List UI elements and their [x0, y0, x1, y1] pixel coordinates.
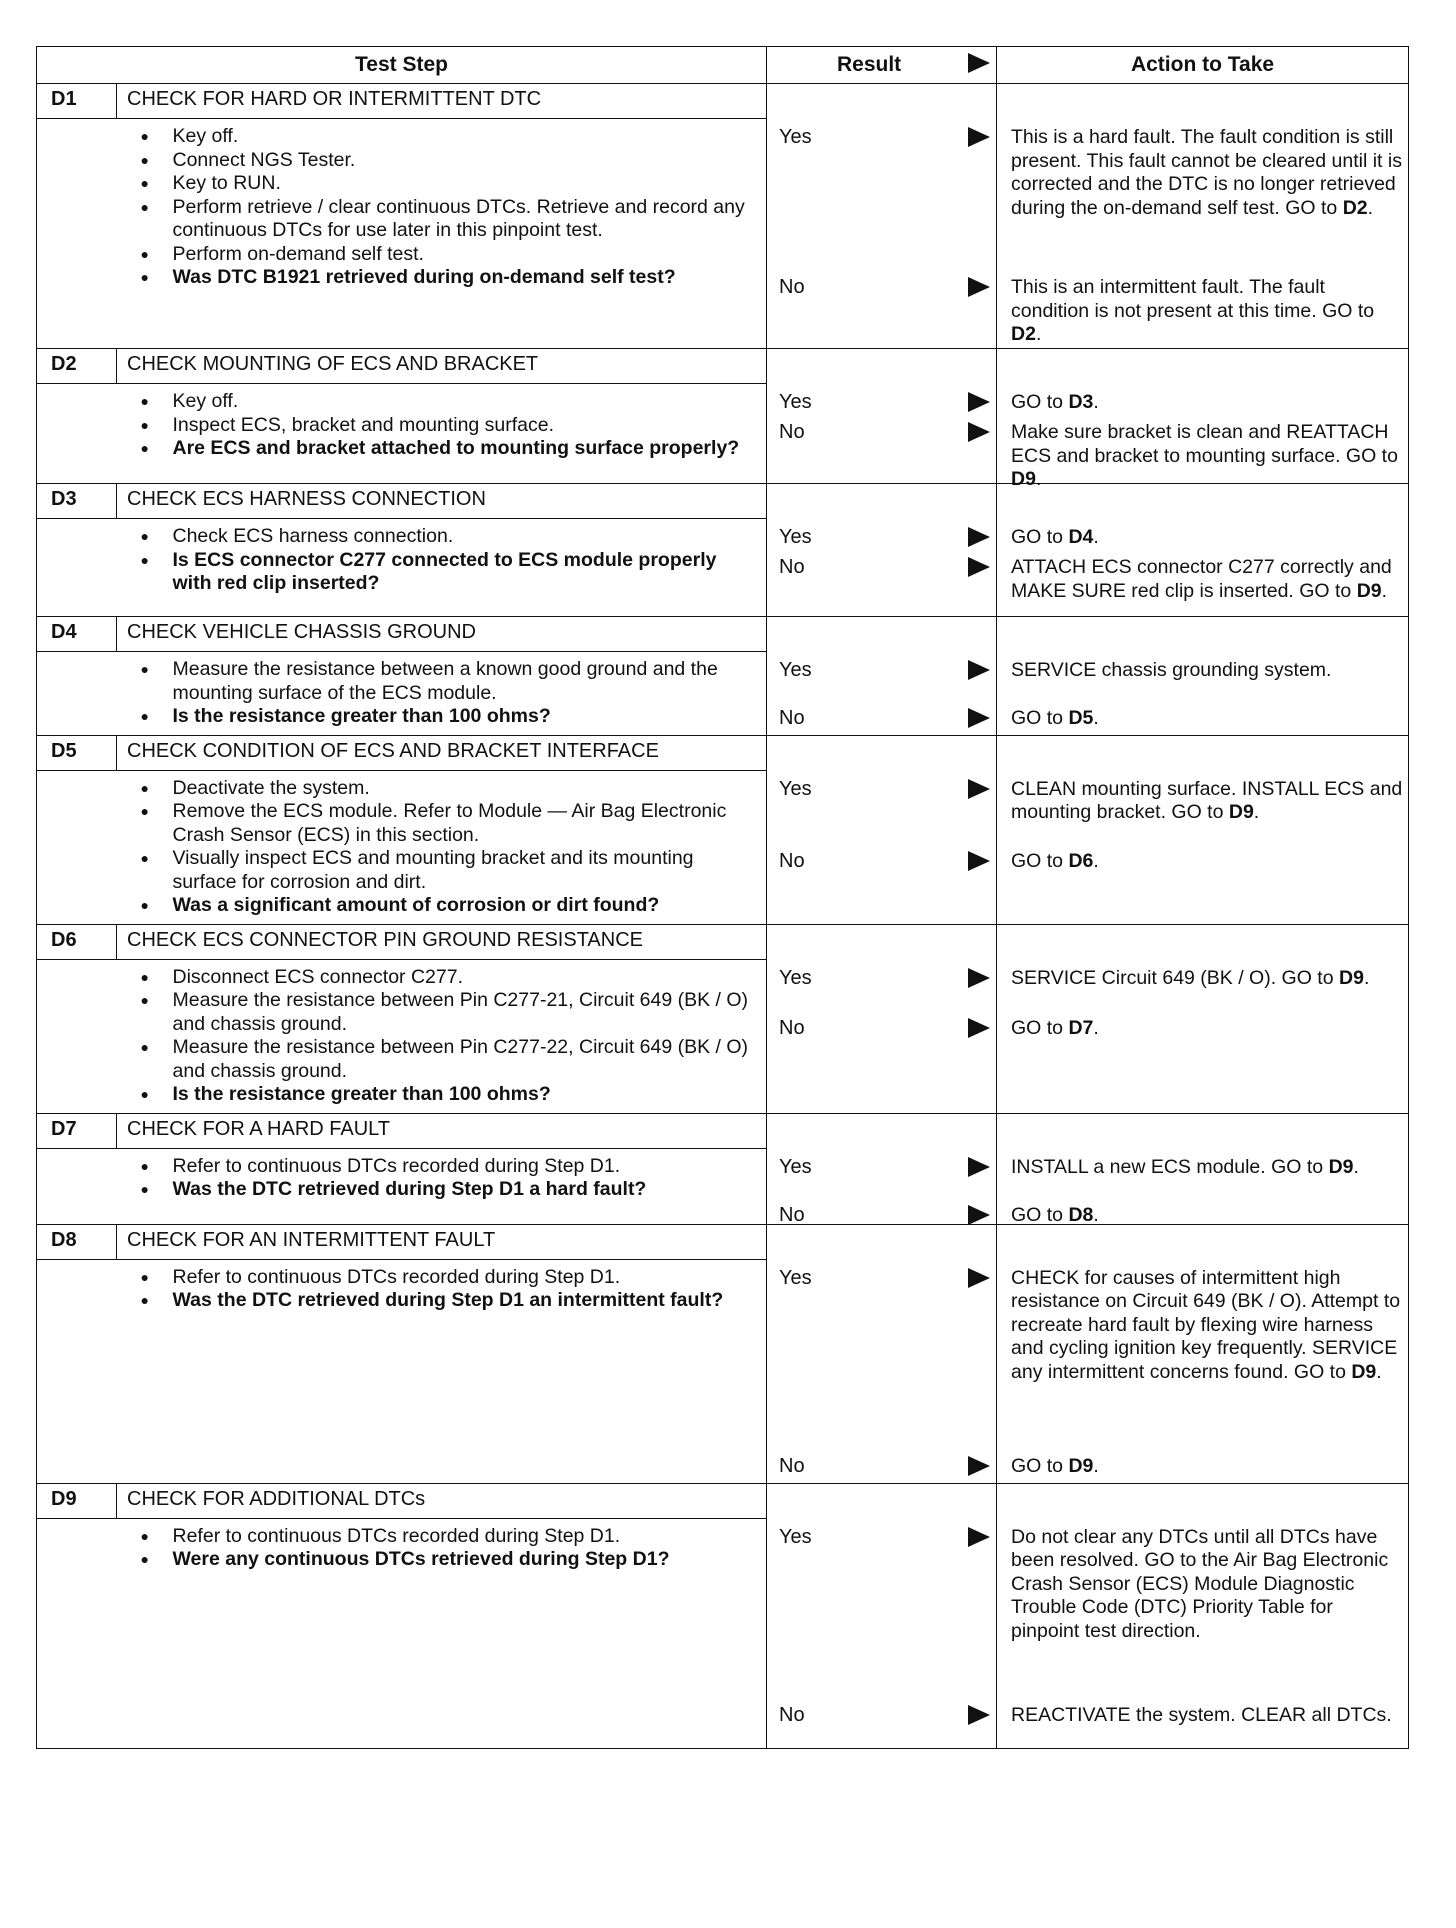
action-tail: . [1035, 468, 1042, 490]
goto-step-link[interactable]: D8 [1068, 1203, 1094, 1226]
goto-step-link[interactable]: D5 [1068, 707, 1094, 729]
action-cell [997, 924, 1409, 1113]
table-header-row [37, 47, 1409, 84]
step-id-spacer [37, 384, 117, 484]
result-cell [767, 484, 997, 617]
instruction-list [127, 966, 759, 1107]
instruction-list [127, 1525, 759, 1572]
step-instructions [117, 384, 767, 484]
instruction-item: ● Perform retrieve / clear continuous DTCs. Retrieve and record any continuous DTCs for use later in this pinpoint test. [127, 196, 759, 243]
instruction-list [127, 125, 759, 290]
action-text [1011, 526, 1404, 550]
action-instruction: SERVICE chassis grounding system. [1011, 659, 1332, 681]
step-title: CHECK FOR AN INTERMITTENT FAULT [117, 1224, 767, 1259]
arrow-right-icon [968, 127, 990, 147]
action-cell [997, 84, 1409, 349]
goto-step-link[interactable]: D9 [1228, 801, 1254, 823]
action-instruction: GO to [1011, 707, 1064, 729]
result-no: No [779, 1203, 805, 1226]
step-instructions [117, 119, 767, 349]
step-title: CHECK MOUNTING OF ECS AND BRACKET [117, 349, 767, 384]
arrow-right-icon [968, 527, 990, 547]
goto-step-link[interactable]: D9 [1339, 966, 1364, 989]
step-id-spacer [37, 519, 117, 617]
instruction-item: ● Connect NGS Tester. [127, 149, 759, 173]
action-text [1011, 659, 1404, 683]
result-cell [767, 1224, 997, 1483]
goto-step-link[interactable]: D6 [1068, 849, 1094, 872]
result-cell [767, 924, 997, 1113]
goto-step-link[interactable]: D4 [1068, 526, 1094, 548]
instruction-item: ● Remove the ECS module. Refer to Module — Air Bag Electronic Crash Sensor (ECS) in this section. [127, 800, 759, 847]
pinpoint-test-document [36, 46, 1408, 1904]
step-title-row-d8 [37, 1224, 1409, 1259]
action-text [1011, 1267, 1404, 1385]
step-id-spacer [37, 119, 117, 349]
action-instruction: ATTACH ECS connector C277 correctly and MAKE SURE red clip is inserted. GO to [1011, 556, 1392, 602]
step-id-spacer [37, 1259, 117, 1483]
action-text [1011, 391, 1404, 415]
arrow-right-icon [968, 53, 990, 73]
action-tail: . [1253, 801, 1260, 823]
action-text [1011, 1455, 1404, 1479]
instruction-item: ● Key to RUN. [127, 172, 759, 196]
step-id-spacer [37, 1518, 117, 1748]
action-instruction: CHECK for causes of intermittent high resistance on Circuit 649 (BK / O). Attempt to recreate hard fault by flexing wire harness and cycling ignition key frequently. SERVICE any intermittent concerns found. GO to [1011, 1266, 1401, 1383]
action-text [1011, 707, 1404, 731]
arrow-right-icon [968, 1157, 990, 1177]
step-title: CHECK VEHICLE CHASSIS GROUND [117, 617, 767, 652]
step-title-row-d7 [37, 1113, 1409, 1148]
result-yes: Yes [779, 777, 812, 800]
instruction-item: ● Visually inspect ECS and mounting bracket and its mounting surface for corrosion and dirt. [127, 847, 759, 894]
action-instruction: GO to [1011, 1454, 1064, 1477]
step-title-row-d3 [37, 484, 1409, 519]
step-id: D1 [37, 84, 117, 119]
result-yes: Yes [779, 126, 812, 148]
instruction-item: ● Perform on-demand self test. [127, 243, 759, 267]
action-instruction: SERVICE Circuit 649 (BK / O). GO to [1011, 966, 1334, 989]
action-instruction: GO to [1011, 849, 1064, 872]
result-cell [767, 735, 997, 924]
arrow-right-icon [968, 779, 990, 799]
action-tail: . [1093, 526, 1099, 548]
instruction-list [127, 777, 759, 918]
pinpoint-test-table [36, 46, 1409, 1749]
instruction-question: ● Was the DTC retrieved during Step D1 an intermittent fault? [127, 1289, 759, 1313]
step-instructions [117, 652, 767, 736]
instruction-question: ● Were any continuous DTCs retrieved during Step D1? [127, 1548, 759, 1572]
instruction-question: ● Was the DTC retrieved during Step D1 a hard fault? [127, 1178, 759, 1202]
instruction-item: ● Inspect ECS, bracket and mounting surface. [127, 414, 759, 438]
instruction-list [127, 658, 759, 729]
action-tail: . [1035, 323, 1042, 345]
step-title-row-d2 [37, 349, 1409, 384]
instruction-question: ● Is the resistance greater than 100 ohms? [127, 1083, 759, 1107]
arrow-right-icon [968, 708, 990, 728]
arrow-right-icon [968, 660, 990, 680]
action-instruction: INSTALL a new ECS module. GO to [1011, 1155, 1324, 1178]
action-tail: . [1353, 1155, 1359, 1178]
step-title-row-d5 [37, 735, 1409, 770]
action-tail: . [1093, 707, 1099, 729]
action-cell [997, 1224, 1409, 1483]
result-cell [767, 84, 997, 349]
step-id-spacer [37, 1148, 117, 1224]
goto-step-link[interactable]: D3 [1068, 391, 1094, 413]
goto-step-link[interactable]: D9 [1068, 1454, 1094, 1477]
action-cell [997, 484, 1409, 617]
instruction-list [127, 390, 759, 461]
arrow-right-icon [968, 392, 990, 412]
arrow-right-icon [968, 422, 990, 442]
instruction-item: ● Check ECS harness connection. [127, 525, 759, 549]
instruction-question: ● Was a significant amount of corrosion or dirt found? [127, 894, 759, 918]
result-yes: Yes [779, 966, 812, 989]
action-tail: . [1367, 196, 1374, 219]
action-cell [997, 617, 1409, 736]
action-text [1011, 126, 1404, 220]
result-yes: Yes [779, 659, 812, 681]
instruction-item: ● Refer to continuous DTCs recorded during Step D1. [127, 1525, 759, 1549]
action-tail: . [1381, 579, 1388, 602]
step-id: D5 [37, 735, 117, 770]
action-tail: . [1093, 391, 1099, 413]
header-action: Action to Take [997, 47, 1409, 84]
step-instructions [117, 519, 767, 617]
step-title: CHECK ECS CONNECTOR PIN GROUND RESISTANCE [117, 924, 767, 959]
action-tail: . [1093, 849, 1099, 872]
arrow-right-icon [968, 1705, 990, 1725]
action-instruction: GO to [1011, 391, 1064, 413]
action-instruction: Make sure bracket is clean and REATTACH ECS and bracket to mounting surface. GO to [1011, 421, 1398, 467]
result-no: No [779, 1703, 805, 1726]
goto-step-link[interactable]: D9 [1356, 579, 1382, 602]
result-cell [767, 349, 997, 484]
step-id: D2 [37, 349, 117, 384]
result-yes: Yes [779, 1155, 812, 1178]
instruction-item: ● Disconnect ECS connector C277. [127, 966, 759, 990]
goto-step-link[interactable]: D9 [1011, 468, 1036, 490]
header-result-label: Result [837, 53, 902, 76]
result-no: No [779, 1454, 805, 1477]
arrow-right-icon [968, 277, 990, 297]
arrow-right-icon [968, 851, 990, 871]
arrow-right-icon [968, 1456, 990, 1476]
action-tail: . [1376, 1360, 1382, 1383]
step-id: D3 [37, 484, 117, 519]
action-instruction: This is an intermittent fault. The fault condition is not present at this time. GO to [1011, 276, 1375, 322]
instruction-question: ● Is the resistance greater than 100 ohms? [127, 705, 759, 729]
action-text [1011, 850, 1404, 874]
result-no: No [779, 421, 805, 443]
goto-step-link[interactable]: D7 [1068, 1016, 1094, 1039]
result-cell [767, 1483, 997, 1748]
result-yes: Yes [779, 1525, 812, 1548]
arrow-right-icon [968, 1205, 990, 1225]
step-title-row-d1 [37, 84, 1409, 119]
step-id: D6 [37, 924, 117, 959]
goto-step-link[interactable]: D9 [1328, 1155, 1354, 1178]
step-title: CHECK FOR HARD OR INTERMITTENT DTC [117, 84, 767, 119]
action-tail: . [1093, 1016, 1099, 1039]
result-yes: Yes [779, 526, 812, 548]
header-test-step: Test Step [37, 47, 767, 84]
step-id: D9 [37, 1483, 117, 1518]
instruction-item: ● Measure the resistance between a known good ground and the mounting surface of the ECS module. [127, 658, 759, 705]
result-cell [767, 1113, 997, 1224]
action-instruction: This is a hard fault. The fault condition is still present. This fault cannot be cleared until it is corrected and the DTC is no longer retrieved during the on-demand self test. GO to [1011, 126, 1402, 219]
action-cell [997, 735, 1409, 924]
action-cell [997, 1483, 1409, 1748]
instruction-item: ● Deactivate the system. [127, 777, 759, 801]
action-text [1011, 421, 1404, 492]
step-title: CHECK FOR ADDITIONAL DTCs [117, 1483, 767, 1518]
result-no: No [779, 707, 805, 729]
arrow-right-icon [968, 1527, 990, 1547]
action-tail: . [1363, 966, 1370, 989]
step-instructions [117, 1259, 767, 1483]
result-no: No [779, 556, 805, 578]
instruction-item: ● Measure the resistance between Pin C277-22, Circuit 649 (BK / O) and chassis ground. [127, 1036, 759, 1083]
action-instruction: GO to [1011, 1016, 1064, 1039]
action-tail: . [1093, 1203, 1099, 1226]
action-text [1011, 967, 1404, 991]
step-title-row-d6 [37, 924, 1409, 959]
step-instructions [117, 1148, 767, 1224]
instruction-item: ● Refer to continuous DTCs recorded during Step D1. [127, 1155, 759, 1179]
instruction-list [127, 525, 759, 596]
step-instructions [117, 770, 767, 924]
action-instruction: Do not clear any DTCs until all DTCs have been resolved. GO to the Air Bag Electronic Crash Sensor (ECS) Module Diagnostic Trouble Code (DTC) Priority Table for pinpoint test direction. [1011, 1525, 1389, 1642]
result-no: No [779, 276, 805, 298]
arrow-right-icon [968, 1018, 990, 1038]
step-title: CHECK CONDITION OF ECS AND BRACKET INTERFACE [117, 735, 767, 770]
step-id-spacer [37, 959, 117, 1113]
instruction-item: ● Refer to continuous DTCs recorded during Step D1. [127, 1266, 759, 1290]
instruction-question: ● Is ECS connector C277 connected to ECS module properly with red clip inserted? [127, 549, 759, 596]
instruction-list [127, 1155, 759, 1202]
step-id: D4 [37, 617, 117, 652]
step-title-row-d9 [37, 1483, 1409, 1518]
instruction-question: ● Are ECS and bracket attached to mounting surface properly? [127, 437, 759, 461]
step-id-spacer [37, 652, 117, 736]
result-no: No [779, 849, 805, 872]
result-no: No [779, 1016, 805, 1039]
step-instructions [117, 959, 767, 1113]
goto-step-link[interactable]: D2 [1342, 196, 1368, 219]
step-id-spacer [37, 770, 117, 924]
arrow-right-icon [968, 557, 990, 577]
action-cell [997, 1113, 1409, 1224]
action-text [1011, 276, 1404, 347]
goto-step-link[interactable]: D9 [1351, 1360, 1377, 1383]
result-yes: Yes [779, 391, 812, 413]
instruction-list [127, 1266, 759, 1313]
instruction-item: ● Measure the resistance between Pin C277-21, Circuit 649 (BK / O) and chassis ground. [127, 989, 759, 1036]
action-text [1011, 1017, 1404, 1041]
step-id: D8 [37, 1224, 117, 1259]
action-instruction: GO to [1011, 1203, 1064, 1226]
goto-step-link[interactable]: D2 [1011, 323, 1036, 345]
table-body [37, 84, 1409, 1749]
action-instruction: CLEAN mounting surface. INSTALL ECS and mounting bracket. GO to [1011, 777, 1403, 823]
header-result [767, 47, 997, 84]
action-tail: . [1093, 1454, 1099, 1477]
action-cell [997, 349, 1409, 490]
step-instructions [117, 1518, 767, 1748]
result-yes: Yes [779, 1266, 812, 1289]
arrow-right-icon [968, 968, 990, 988]
arrow-right-icon [968, 1268, 990, 1288]
action-text [1011, 556, 1404, 603]
step-title: CHECK ECS HARNESS CONNECTION [117, 484, 767, 519]
instruction-question: ● Was DTC B1921 retrieved during on-demand self test? [127, 266, 759, 290]
action-instruction: REACTIVATE the system. CLEAR all DTCs. [1011, 1703, 1392, 1726]
step-title-row-d4 [37, 617, 1409, 652]
action-text [1011, 778, 1404, 825]
instruction-item: ● Key off. [127, 125, 759, 149]
action-text [1011, 1704, 1404, 1728]
action-text [1011, 1526, 1404, 1644]
action-text [1011, 1156, 1404, 1180]
instruction-item: ● Key off. [127, 390, 759, 414]
result-cell [767, 617, 997, 736]
step-id: D7 [37, 1113, 117, 1148]
action-instruction: GO to [1011, 526, 1064, 548]
step-title: CHECK FOR A HARD FAULT [117, 1113, 767, 1148]
